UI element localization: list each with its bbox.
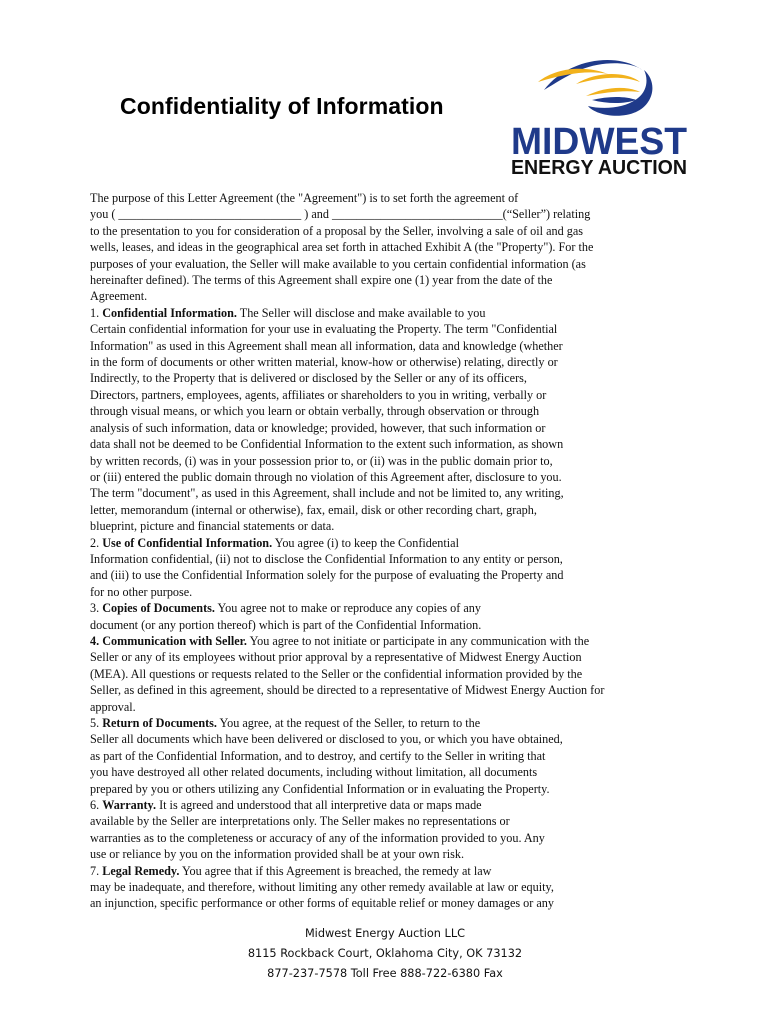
section-6-line: available by the Seller are interpretations only. The Seller makes no representations or (90, 814, 510, 829)
section-text: You agree to not initiate or participate in any communication with the (246, 633, 590, 648)
section-7-line: may be inadequate, and therefore, without limiting any other remedy available at law or equity, (90, 880, 554, 895)
intro-line: The purpose of this Letter Agreement (the "Agreement") is to set forth the agreement of (90, 191, 519, 205)
section-number: 2. (90, 535, 100, 550)
section-1-line: in the form of documents or other written material, know-how or otherwise) relating, directly or (90, 355, 558, 370)
section-heading: Legal Remedy. (102, 863, 180, 878)
section-1-line: blueprint, picture and financial statements or data. (90, 519, 335, 534)
section-number: 4. (90, 633, 100, 648)
section-number: 1. (90, 305, 100, 320)
section-2-line: for no other purpose. (90, 584, 193, 599)
section-1-line: Directors, partners, employees, agents, affiliates or shareholders to you in writing, verbally or (90, 387, 547, 402)
section-5-line: as part of the Confidential Information, and to destroy, and certify to the Seller in writing that (90, 748, 546, 763)
logo-line2: ENERGY AUCTION (511, 157, 687, 178)
section-5-line: prepared by you or others utilizing any Confidential Information or in evaluating the Property. (90, 781, 550, 796)
section-heading: Return of Documents. (102, 716, 217, 730)
section-number: 6. (90, 798, 100, 813)
intro-line: purposes of your evaluation, the Seller will make available to you certain confidential information (as (90, 256, 586, 271)
logo-line1: MIDWEST (511, 121, 687, 163)
document-title: Confidentiality of Information (120, 93, 444, 119)
section-1-line: Indirectly, to the Property that is delivered or disclosed by the Seller or any of its officers, (90, 371, 527, 386)
section-1-line: analysis of such information, data or knowledge; provided, however, that such information or (90, 420, 546, 435)
intro-line: you ( ______________________________ ) and ____________________________(“Seller”) relating (90, 207, 591, 222)
section-text: You agree not to make or reproduce any copies of any (214, 601, 481, 616)
section-4-heading-line (90, 633, 690, 649)
section-4-line: approval. (90, 699, 136, 714)
flame-emblem-icon (538, 60, 652, 116)
section-number: 7. (90, 863, 100, 878)
section-4-line: Seller or any of its employees without prior approval by a representative of Midwest Energy Auction (90, 650, 582, 665)
section-4-line: (MEA). All questions or requests related to the Seller or the confidential information provided by the (90, 666, 583, 681)
section-2-line: and (iii) to use the Confidential Information solely for the purpose of evaluating the Property and (90, 568, 564, 583)
section-1-line: Certain confidential information for your use in evaluating the Property. The term "Confidential (90, 322, 558, 337)
section-3-heading-line (90, 600, 690, 616)
section-text: The Seller will disclose and make available to you (236, 305, 486, 320)
section-1-line: by written records, (i) was in your possession prior to, or (ii) was in the public domain prior to, (90, 453, 553, 468)
section-heading: Confidential Information. (102, 305, 237, 320)
section-number: 3. (90, 601, 100, 616)
section-heading: Use of Confidential Information. (102, 535, 273, 550)
section-2-line: Information confidential, (ii) not to disclose the Confidential Information to any entity or person, (90, 551, 563, 566)
intro-line: Agreement. (90, 289, 148, 304)
section-4-line: Seller, as defined in this agreement, should be directed to a representative of Midwest Energy Auction for (90, 683, 605, 698)
agreement-body (90, 190, 690, 912)
section-1-line: or (iii) entered the public domain through no violation of this Agreement after, disclosure to you. (90, 469, 562, 484)
section-3-line: document (or any portion thereof) which is part of the Confidential Information. (90, 617, 482, 632)
intro-line: wells, leases, and ideas in the geographical area set forth in attached Exhibit A (the "Property"). For the (90, 240, 594, 255)
section-text: You agree, at the request of the Seller, to return to the (216, 716, 481, 730)
section-5-heading-line (90, 715, 690, 731)
intro-line: hereinafter defined). The terms of this Agreement shall expire one (1) year from the date of the (90, 273, 553, 288)
footer-company: Midwest Energy Auction LLC (304, 927, 466, 940)
company-logo (508, 48, 690, 178)
section-7-heading-line (90, 863, 690, 879)
section-heading: Warranty. (102, 798, 157, 813)
section-2-heading-line (90, 535, 690, 551)
footer-phones: 877-237-7578 Toll Free 888-722-6380 Fax (267, 967, 503, 980)
section-5-line: you have destroyed all other related documents, including without limitation, all documents (90, 765, 538, 780)
section-text: It is agreed and understood that all interpretive data or maps made (156, 798, 482, 813)
intro-line: to the presentation to you for consideration of a proposal by the Seller, involving a sale of oil and gas (90, 223, 583, 238)
footer-address: 8115 Rockback Court, Oklahoma City, OK 73132 (247, 947, 523, 960)
section-5-line: Seller all documents which have been delivered or disclosed to you, or which you have obtained, (90, 732, 563, 747)
section-1-heading-line (90, 305, 690, 321)
section-1-line: through visual means, or which you learn or obtain verbally, through observation or through (90, 404, 540, 419)
page-footer (0, 924, 770, 984)
section-6-heading-line (90, 797, 690, 813)
section-6-line: use or reliance by you on the information provided shall be at your own risk. (90, 847, 464, 862)
section-number: 5. (90, 716, 100, 730)
section-7-line: an injunction, specific performance or other forms of equitable relief or money damages or any (90, 896, 554, 911)
section-1-line: letter, memorandum (internal or otherwise), fax, email, disk or other recording chart, graph, (90, 502, 537, 517)
section-6-line: warranties as to the completeness or accuracy of any of the information provided to you. Any (90, 830, 545, 845)
section-heading: Communication with Seller. (102, 633, 247, 648)
section-heading: Copies of Documents. (102, 601, 215, 616)
section-1-line: The term "document", as used in this Agreement, shall include and not be limited to, any writing, (90, 486, 564, 501)
section-text: You agree that if this Agreement is breached, the remedy at law (179, 863, 492, 878)
section-text: You agree (i) to keep the Confidential (272, 535, 459, 550)
section-1-line: Information" as used in this Agreement shall mean all information, data and knowledge (whether (90, 338, 563, 353)
section-1-line: data shall not be deemed to be Confidential Information to the extent such information, as shown (90, 437, 564, 452)
